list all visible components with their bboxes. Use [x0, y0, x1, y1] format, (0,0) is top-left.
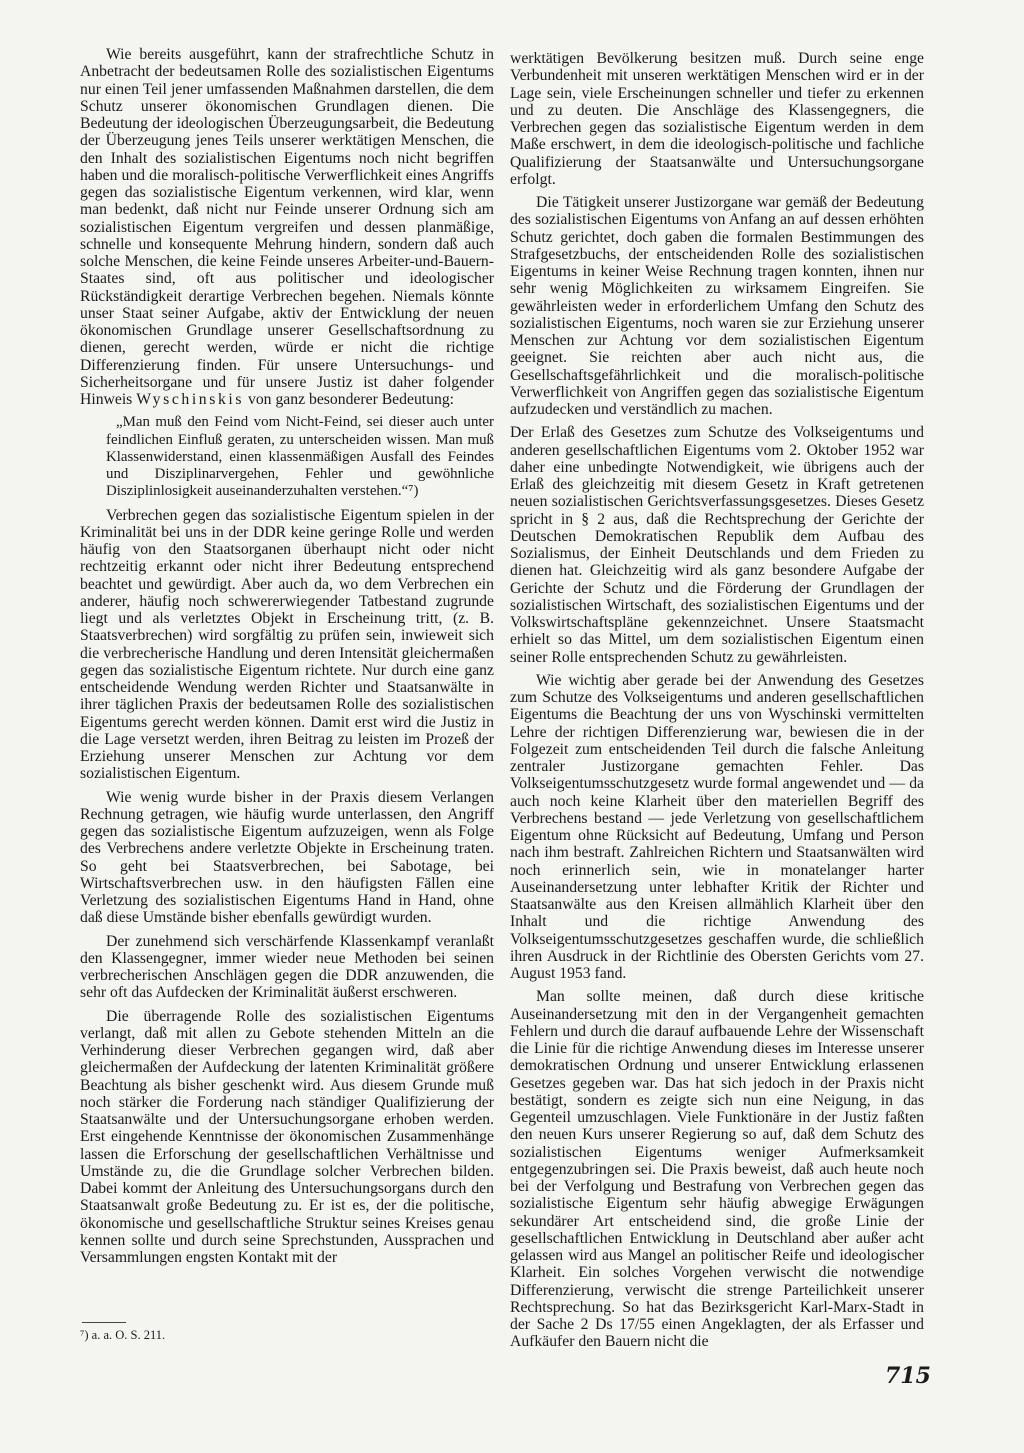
right-column: [510, 50, 924, 1357]
paragraph: Der Erlaß des Gesetzes zum Schutze des Volkseigentums und anderen gesellschaftlichen Eigentums vom 2. Oktober 1952 war daher eine unbedingte Notwendigkeit, wie übrigens auch der Erlaß des gleichzeitig mit diesem Gesetz in Kraft getretenen neuen sozialistischen Gerichtsverfassungsgesetzes. Dieses Gesetz spricht in § 2 aus, daß die Rechtsprechung der Gerichte der Deutschen Demokratischen Republik dem Aufbau des Sozialismus, der Einheit Deutschlands und dem Frieden zu dienen hat. Gleichzeitig wird als ganz besondere Aufgabe der Gerichte der Schutz und die Förderung der Grundlagen der sozialistischen Wirtschaft, des sozialistischen Eigentums und der Volkswirtschaftspläne gekennzeichnet. Unsere Staatsmacht erhielt so das Mittel, um dem sozialistischen Eigentum einen seiner Rolle entsprechenden Schutz zu gewährleisten.: [510, 424, 924, 666]
paragraph: Wie wichtig aber gerade bei der Anwendung des Gesetzes zum Schutze des Volkseigentums und anderen gesellschaftlichen Eigentums die Beachtung der uns von Wyschinski vermittelten Lehre der richtigen Differenzierung war, bewiesen die in der Folgezeit zum entscheidenden Teil durch die falsche Anleitung zentraler Justizorgane gemachten Fehler. Das Volkseigentumsschutzgesetz wurde formal angewendet und — da auch noch keine Klarheit über den materiellen Begriff des Verbrechens bestand — jede Verletzung von gesellschaftlichem Eigentum ohne Rücksicht auf Bedeutung, Umfang und Person nach ihm bestraft. Zahlreichen Richtern und Staatsanwälten wird noch erinnerlich sein, wie in monatelanger harter Auseinandersetzung unter lebhafter Kritik der Richter und Staatsanwälte aus den Kreisen allmählich Klarheit über den Inhalt und die richtige Anwendung des Volkseigentumsschutzgesetzes geschaffen wurde, die schließlich ihren Ausdruck in der Richtlinie des Obersten Gerichts vom 27. August 1953 fand.: [510, 671, 924, 982]
paragraph: Die Tätigkeit unserer Justizorgane war gemäß der Bedeutung des sozialistischen Eigentums von Anfang an auf dessen erhöhten Schutz gerichtet, doch gaben die formalen Bestimmungen des Strafgesetzbuchs, der entscheidenden Rolle des sozialistischen Eigentums in keiner Weise Rechnung tragen konnten, ihnen nur sehr wenig Möglichkeiten zu wirksamem Eingreifen. Sie gewährleisten weder in erforderlichem Umfang den Schutz des sozialistischen Eigentums, noch waren sie zur Erziehung unserer Menschen zur Achtung vor dem sozialistischen Eigentum geeignet. Sie reichten aber auch nicht aus, die Gesellschaftsgefährlichkeit und die moralisch-politische Verwerflichkeit von Angriffen gegen das sozialistische Eigentum aufzudecken und verständlich zu machen.: [510, 194, 924, 418]
emphasized-name: Wyschinskis: [136, 391, 245, 408]
paragraph: Der zunehmend sich verschärfende Klassenkampf veranlaßt den Klassengegner, immer wieder neue Methoden bei seinen verbrecherischen Anschlägen gegen die DDR anzuwenden, die sehr oft das Aufdecken der Kriminalität äußerst erschweren.: [80, 932, 494, 1002]
paragraph: Wie wenig wurde bisher in der Praxis diesem Verlangen Rechnung getragen, wie häufig wurde unterlassen, den Angriff gegen das sozialistische Eigentum aufzuzeigen, wenn als Folge des Verbrechens andere verletzte Objekte in Erscheinung traten. So geht bei Staatsverbrechen, bei Sabotage, bei Wirtschaftsverbrechen usw. in den häufigsten Fällen eine Verletzung des sozialistischen Eigentums Hand in Hand, ohne daß diese Umstände bisher ebenfalls gewürdigt wurden.: [80, 788, 494, 927]
paragraph: Die überragende Rolle des sozialistischen Eigentums verlangt, daß mit allen zu Gebote stehenden Mitteln an die Verhinderung dieser Verbrechen gegangen wird, daß aber gleichermaßen der Aufdeckung der latenten Kriminalität größere Beachtung als bisher geschenkt wird. Aus diesem Grunde muß noch stärker die Forderung nach ständiger Qualifizierung der Staatsanwälte und der Untersuchungsorgane erhoben werden. Erst eingehende Kenntnisse der ökonomischen Zusammenhänge lassen die Erforschung der gesellschaftlichen Verhältnisse und Umstände zu, die die Grundlage solcher Verbrechen bilden. Dabei kommt der Anleitung des Untersuchungsorgans durch den Staatsanwalt große Bedeutung zu. Er ist es, der die politische, ökonomische und gesellschaftliche Struktur seines Kreises genau kennen sollte und durch seine Sprechstunden, Aussprachen und Versammlungen engsten Kontakt mit der: [80, 1007, 494, 1266]
footnote: ⁷) a. a. O. S. 211.: [80, 1328, 166, 1342]
paragraph: Man sollte meinen, daß durch diese kritische Auseinandersetzung mit den in der Vergangenheit gemachten Fehlern und durch die darauf aufbauende Lehre der Wissenschaft die Linie für die richtige Anwendung dieses im Interesse unserer demokratischen Ordnung und unserer Entwicklung erlassenen Gesetzes gegeben war. Das hat sich jedoch in der Praxis nicht bestätigt, sondern es zeigte sich nun eine Neigung, in das Gegenteil umzuschlagen. Viele Funktionäre in der Justiz faßten den neuen Kurs unserer Regierung so auf, daß dem Schutz des sozialistischen Eigentums weniger Aufmerksamkeit entgegenzubringen sei. Die Praxis beweist, daß auch heute noch bei der Verfolgung und Bestrafung von Verbrechen gegen das sozialistische Eigentum sehr häufig abwegige Erwägungen sekundärer Art entscheidend sind, die große Linie der gesellschaftlichen Entwicklung in Deutschland aber außer acht gelassen wird aus Mangel an politischer Reife und ideologischer Klarheit. Ein solches Vorgehen verwischt die notwendige Differenzierung, verwischt die strenge Parteilichkeit unserer Rechtsprechung. So hat das Bezirksgericht Karl-Marx-Stadt in der Sache 2 Ds 17/55 einen Angeklagten, der als Erfasser und Aufkäufer den Bauern nicht die: [510, 988, 924, 1351]
page-number: 715: [885, 1363, 931, 1389]
paragraph: Wie bereits ausgeführt, kann der strafrechtliche Schutz in Anbetracht der bedeutsamen Rolle des sozialistischen Eigentums nur einen Teil jener umfassenden Maßnahmen darstellen, die dem Schutz unserer ökonomischen Grundlagen dienen. Die Bedeutung der ideologischen Überzeugungsarbeit, die Bedeutung der Überzeugung jenes Teils unserer werktätigen Menschen, die den Inhalt des sozialistischen Eigentums noch nicht begriffen haben und die moralisch-politische Verwerflichkeit eines Angriffs gegen das sozialistische Eigentum verkennen, wird klar, wenn man bedenkt, daß nicht nur Feinde unserer Ordnung sich am sozialistischen Eigentum vergreifen und dessen planmäßige, schnelle und konsequente Mehrung hindern, sondern daß auch solche Menschen, die keine Feinde unseres Arbeiter-und-Bauern-Staates sind, oft aus politischer und ideologischer Rückständigkeit derartige Verbrechen begehen. Niemals könnte unser Staat seiner Aufgabe, aktiv der Entwicklung der neuen ökonomischen Grundlage unserer Gesellschaftsordnung zu dienen, gerecht werden, würde er nicht die richtige Differenzierung finden. Für unsere Untersuchungs- und Sicherheitsorgane und für unsere Justiz ist daher folgender Hinweis Wyschinskis von ganz besonderer Bedeutung:: [80, 46, 494, 408]
paragraph: werktätigen Bevölkerung besitzen muß. Durch seine enge Verbundenheit mit unseren werktätigen Menschen wird er in der Lage sein, viele Erscheinungen schneller und tiefer zu erkennen und zu deuten. Die Anschläge des Klassengegners, die Verbrechen gegen das sozialistische Eigentum werden in dem Maße erschwert, in dem die ideologisch-politische und fachliche Qualifizierung der Staatsanwälte und Untersuchungsorgane erfolgt.: [510, 50, 924, 188]
paragraph: Verbrechen gegen das sozialistische Eigentum spielen in der Kriminalität bei uns in der DDR keine geringe Rolle und werden häufig von den Staatsorganen überhaupt nicht oder nicht rechtzeitig erkannt oder nicht ihrer Bedeutung entsprechend beachtet und gewürdigt. Aber auch da, wo dem Verbrechen ein anderer, häufig noch schwererwiegender Tatbestand zugrunde liegt und als verletztes Objekt in Erscheinung tritt, (z. B. Staatsverbrechen) wird sorgfältig zu prüfen sein, inwieweit sich die verbrecherische Handlung und deren Intensität gleichermaßen gegen das sozialistische Eigentum richtete. Nur durch eine ganz entscheidende Wendung werden Richter und Staatsanwälte in ihrer täglichen Praxis der bedeutsamen Rolle des sozialistischen Eigentums gerecht werden können. Damit erst wird die Justiz in die Lage versetzt werden, ihren Beitrag zu leisten im Prozeß der Erziehung unserer Menschen zur Achtung vor dem sozialistischen Eigentum.: [80, 506, 494, 783]
block-quote: „Man muß den Feind vom Nicht-Feind, sei dieser auch unter feindlichen Einfluß geraten, zu unterscheiden wissen. Man muß Klassenwiderstand, einen klassenmäßigen Ausfall des Feindes und Disziplinarvergehen, Fehler und gewöhnliche Disziplinlosigkeit auseinanderzuhalten verstehen.“⁷): [106, 414, 494, 500]
footnote-divider: [82, 1322, 126, 1323]
left-column: [80, 46, 494, 1272]
